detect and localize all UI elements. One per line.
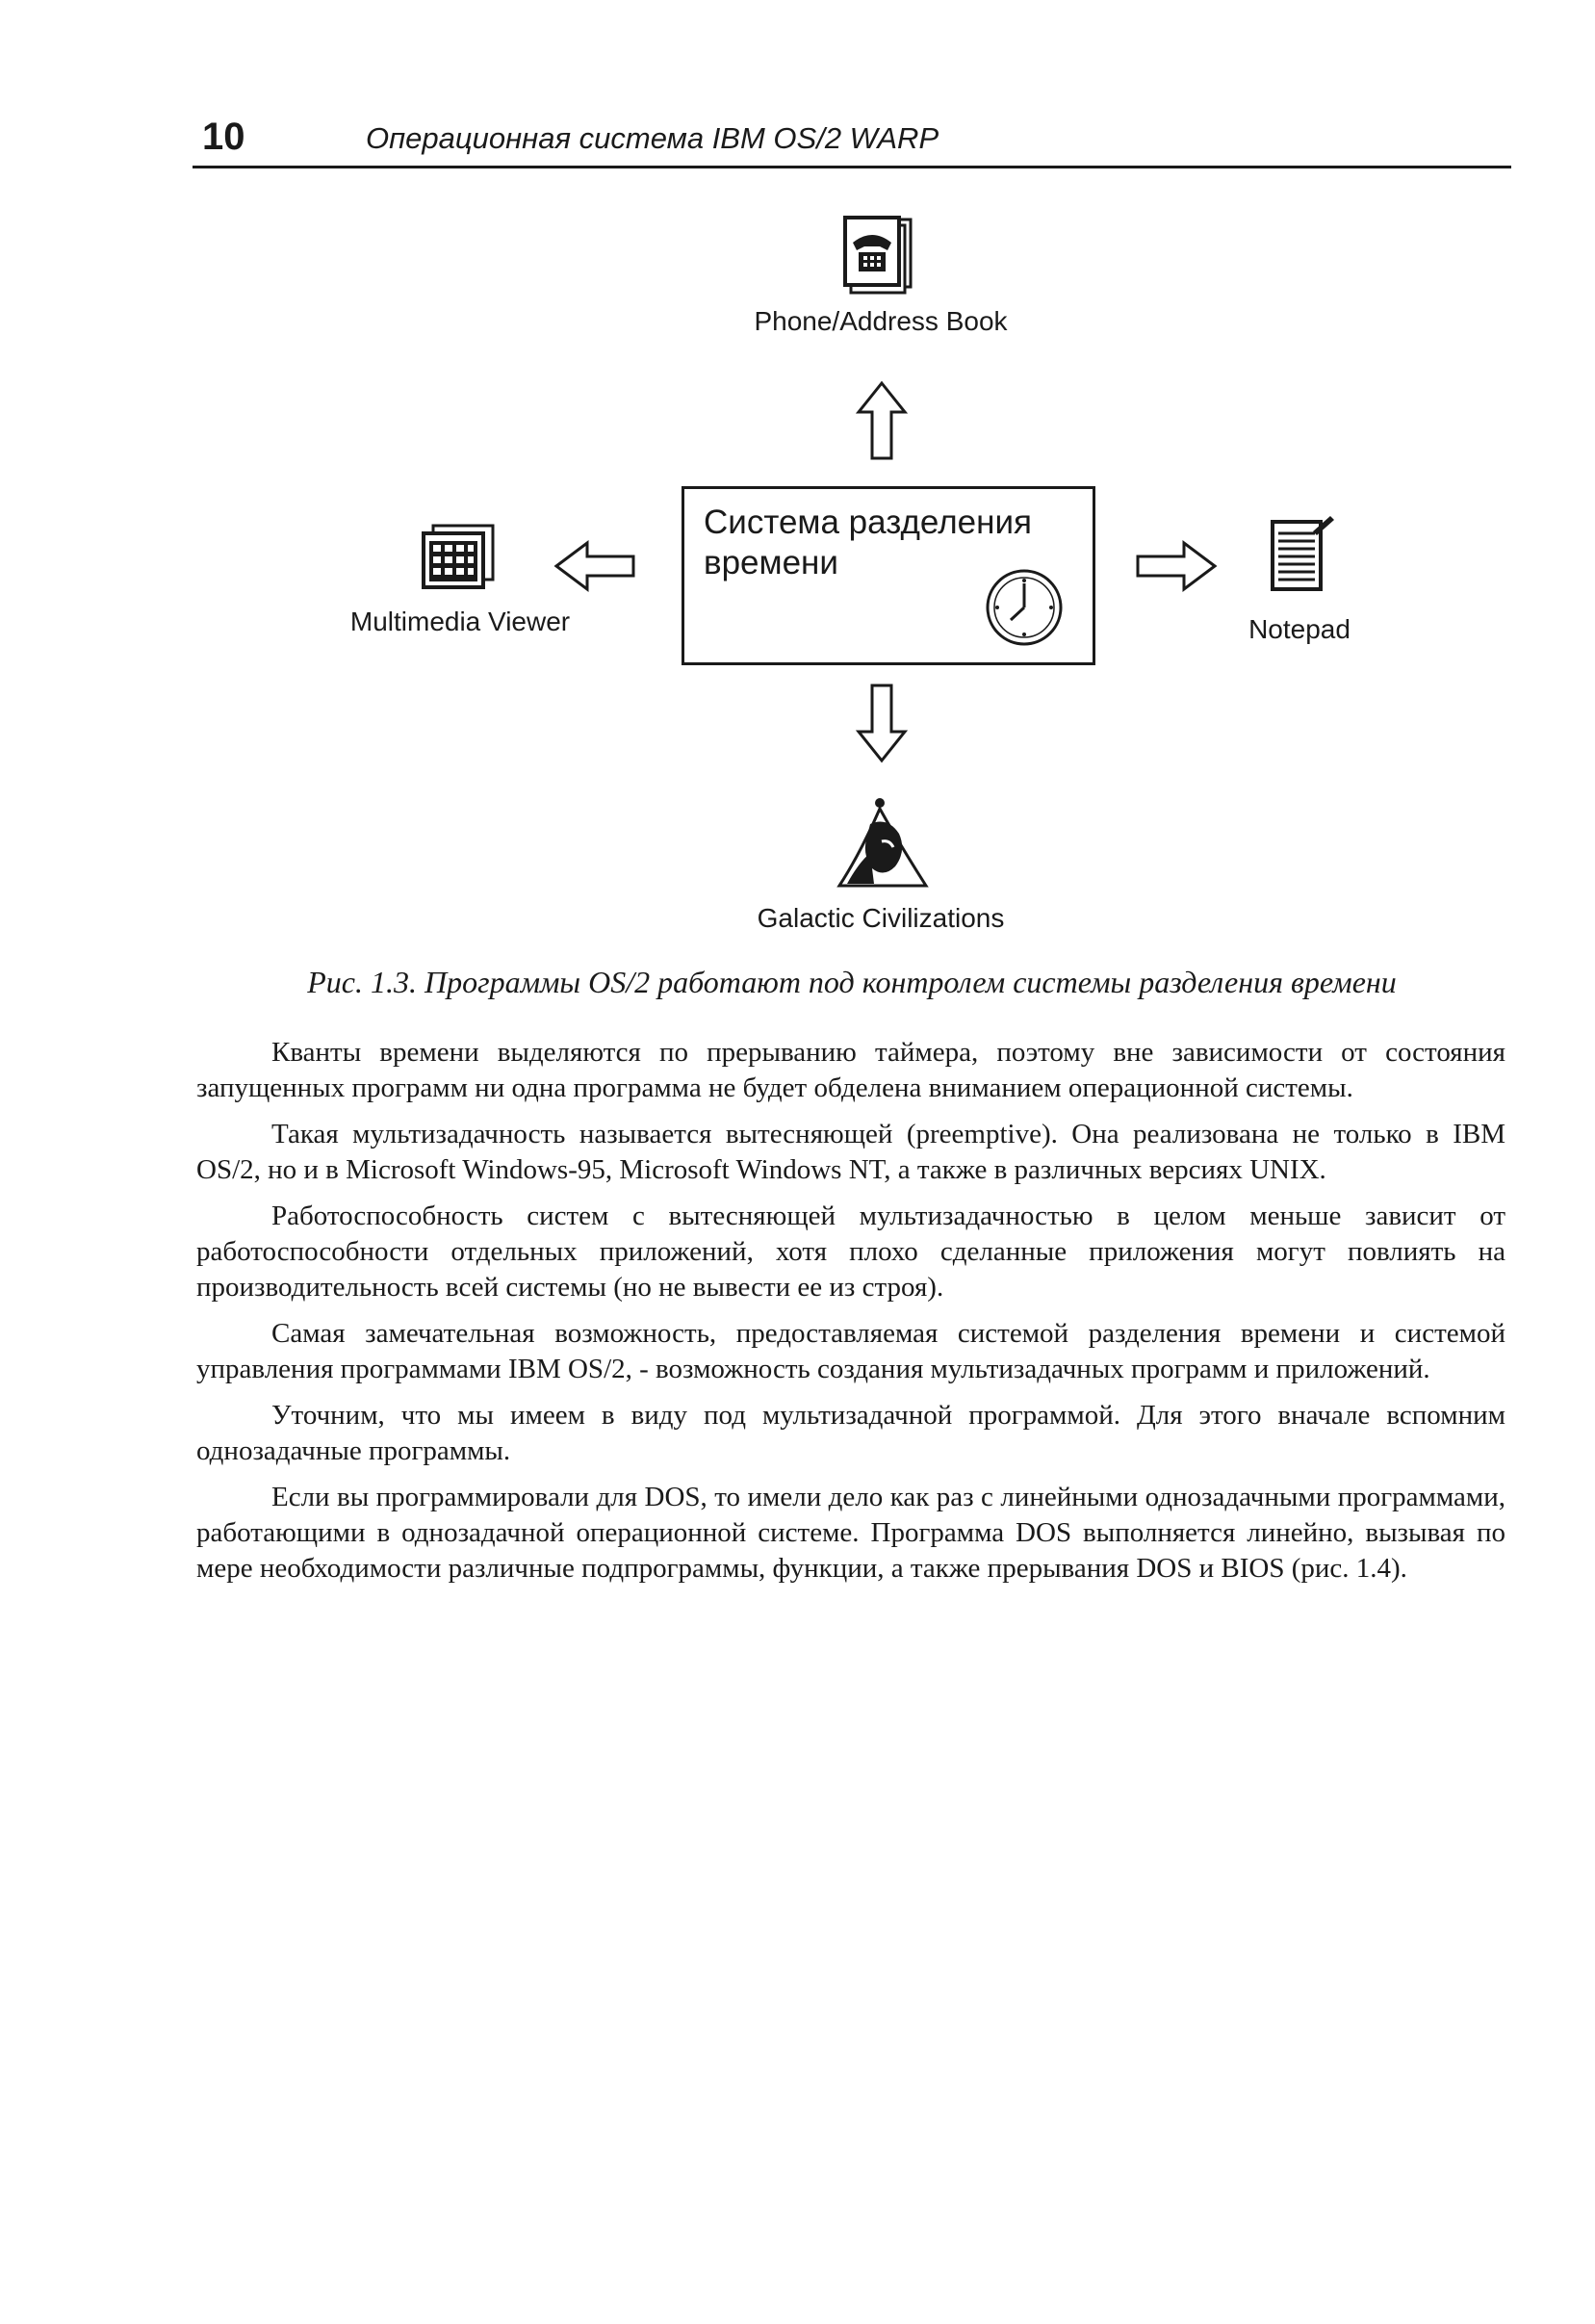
paragraph: Самая замечательная возможность, предоставляемая системой разделения времени и системой управления программами IBM OS/2, - возможность создания мультизадачных программ и приложений. [196, 1318, 1505, 1384]
figure-caption: Рис. 1.3. Программы OS/2 работают под контролем системы разделения времени [307, 965, 1397, 999]
phone-address-book-label: Phone/Address Book [754, 306, 1008, 336]
paragraph: Если вы программировали для DOS, то имели дело как раз с линейными однозадачными программами, работающими в однозадачной операционной системе. Программа DOS выполняется линейно, вызывая по мере необходимости различные подпрограммы, функции, а также прерывания DOS и BIOS (рис. 1.4). [196, 1482, 1505, 1584]
page-number: 10 [202, 116, 245, 158]
time-sharing-label: Система разделения времени [704, 504, 1032, 581]
paragraph: Кванты времени выделяются по прерыванию таймера, поэтому вне зависимости от состояния запущенных программ ни одна программа не будет обделена вниманием операционной системы. [196, 1037, 1505, 1103]
paragraph: Уточним, что мы имеем в виду под мультизадачной программой. Для этого вначале вспомним однозадачные программы. [196, 1400, 1505, 1466]
time-sharing-diagram [0, 0, 1595, 963]
arrow-right-icon [1134, 539, 1219, 593]
notepad-icon [1263, 514, 1340, 597]
arrow-left-icon [553, 539, 637, 593]
time-sharing-box [682, 486, 1095, 665]
arrow-down-icon [855, 682, 909, 764]
clock-icon [981, 564, 1068, 651]
multimedia-icon [418, 522, 499, 593]
paragraph: Работоспособность систем с вытесняющей мультизадачностью в целом меньше зависит от работоспособности отдельных приложений, хотя плохо сделанные приложения могут повлиять на производительность всей системы (но не вывести ее из строя). [196, 1201, 1505, 1303]
galactic-icon [832, 795, 932, 891]
arrow-up-icon [855, 379, 909, 462]
body-text [196, 1035, 1505, 1597]
book-title: Операционная система IBM OS/2 WARP [366, 121, 939, 155]
paragraph: Такая мультизадачность называется вытесняющей (preemptive). Она реализована не только в IBM OS/2, но и в Microsoft Windows-95, Microsoft Windows NT, а также в различных версиях UNIX. [196, 1119, 1505, 1185]
notepad-label: Notepad [1248, 614, 1351, 644]
multimedia-viewer-label: Multimedia Viewer [349, 607, 571, 636]
phone-icon [839, 214, 922, 297]
galactic-civilizations-label: Galactic Civilizations [757, 903, 1005, 933]
